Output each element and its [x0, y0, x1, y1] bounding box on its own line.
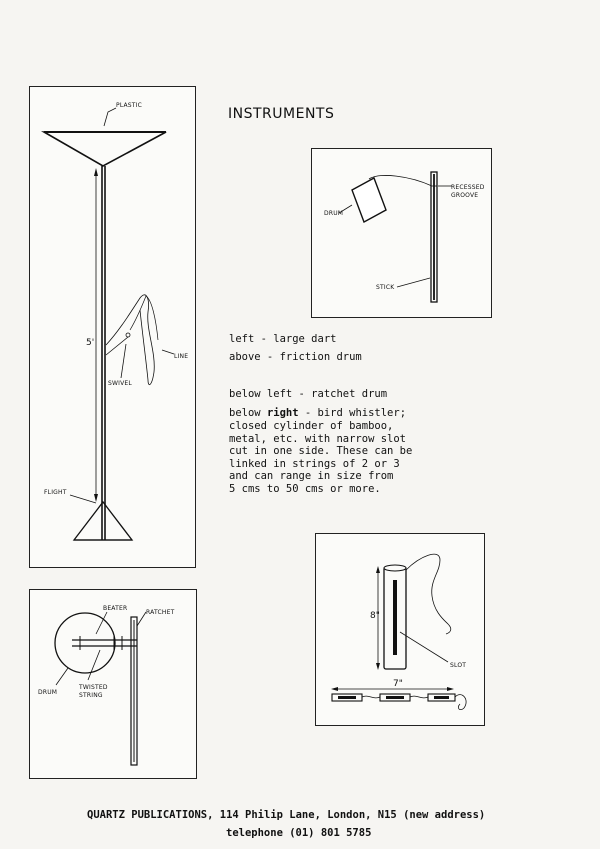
caption-left: left - large dart: [229, 333, 337, 345]
twisted-label: TWISTED: [79, 684, 108, 691]
flight-label: FLIGHT: [44, 489, 67, 496]
slot-label: SLOT: [450, 662, 467, 669]
beater-label: BEATER: [103, 605, 128, 612]
groove-label-2: GROOVE: [451, 192, 479, 199]
length-label: 5': [86, 338, 95, 348]
height-label: 8": [370, 611, 380, 621]
line-label: LINE: [174, 353, 189, 360]
caption-below-right-lead: below: [229, 407, 267, 419]
string-label: STRING: [79, 692, 103, 699]
caption-below-right-bold: right: [266, 407, 299, 419]
page-title: INSTRUMENTS: [228, 106, 335, 122]
friction-drum-label: DRUM: [324, 210, 344, 217]
swivel-label: SWIVEL: [108, 380, 132, 387]
caption-above: above - friction drum: [229, 351, 362, 363]
caption-below-right-rest: - bird whistler;: [298, 407, 407, 419]
bird-whistler-description: closed cylinder of bamboo, metal, etc. with narrow slot cut in one side. These can be linked in strings of 2 or 3 and can range in size from 5 cms to 50 cms or more.: [229, 420, 413, 495]
ratchet-drum-label: DRUM: [38, 689, 58, 696]
telephone: telephone (01) 801 5785: [226, 827, 372, 839]
ratchet-label: RATCHET: [146, 609, 175, 616]
plastic-label: PLASTIC: [116, 102, 143, 109]
width-label: 7": [393, 679, 403, 689]
caption-below-left: below left - ratchet drum: [229, 388, 388, 400]
groove-label: RECESSED: [451, 184, 485, 191]
publisher-address: QUARTZ PUBLICATIONS, 114 Philip Lane, London, N15 (new address): [87, 809, 486, 821]
stick-label: STICK: [376, 284, 395, 291]
